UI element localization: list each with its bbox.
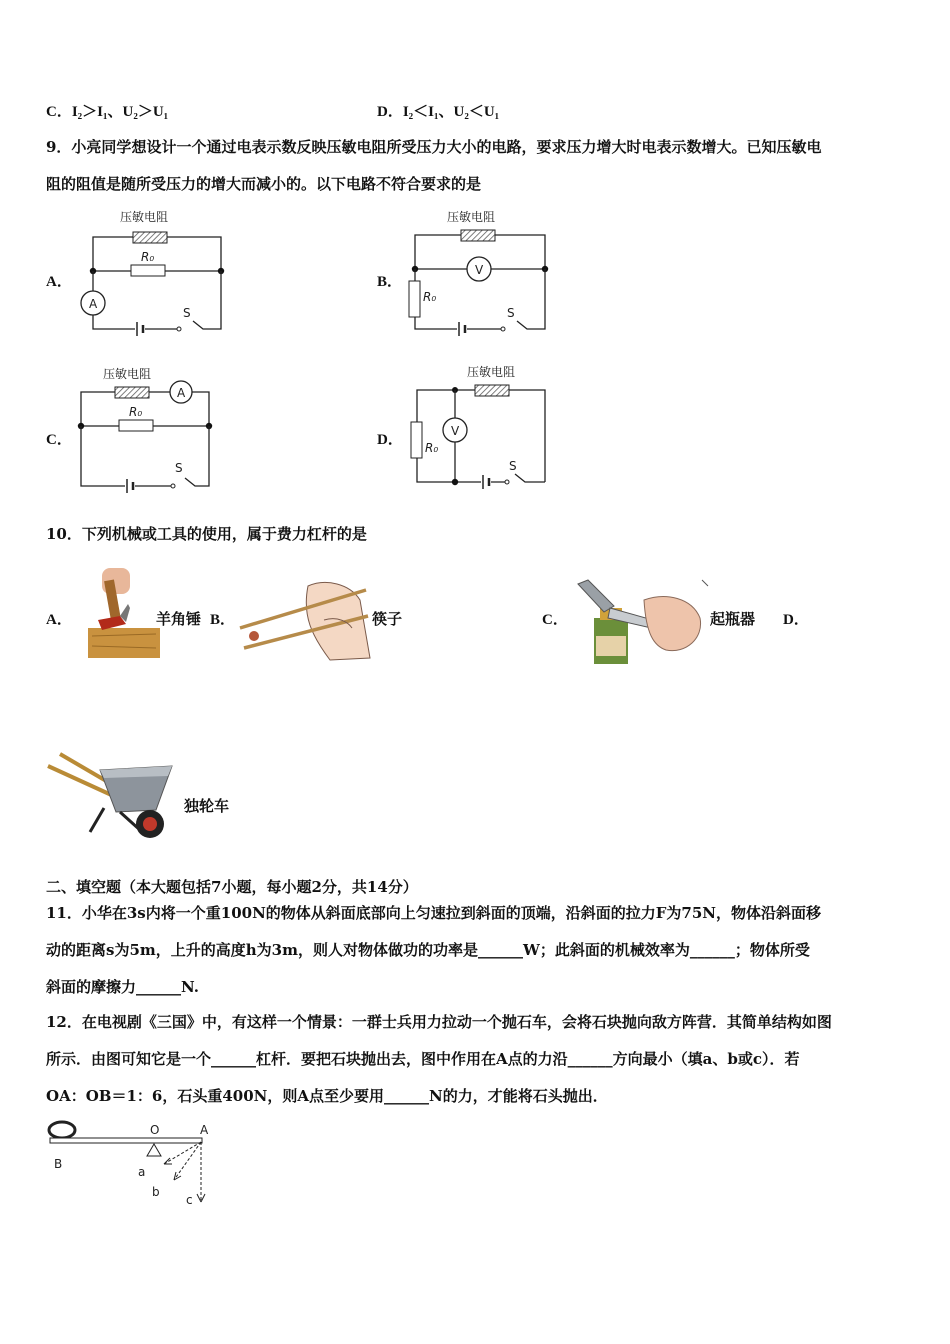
q10-name-b: 筷子 <box>372 610 403 628</box>
lever-label-a-dir: a <box>138 1165 146 1179</box>
q12-line2: 所示．由图可知它是一个______杠杆．要把石块抛出去，图中作用在A点的力沿______方向最小（填a、b或c）．若 <box>46 1050 800 1068</box>
circuit-c-switch: S <box>175 461 183 475</box>
q11-line1: 11．小华在3s内将一个重100N的物体从斜面底部向上匀速拉到斜面的顶端，沿斜面的拉力F为75N，物体沿斜面移 <box>46 904 822 922</box>
q11-line2: 动的距离s为5m，上升的高度h为3m，则人对物体做功的功率是______W；此斜面的机械效率为______；物体所受 <box>46 941 810 959</box>
q9-label-c: C． <box>46 432 72 448</box>
q9-label-b: B． <box>377 274 403 290</box>
wheelbarrow-image <box>46 752 176 844</box>
circuit-c-ammeter: A <box>177 386 186 400</box>
circuit-b-voltmeter: V <box>475 263 484 277</box>
circuit-c-r0: R₀ <box>129 405 143 419</box>
lever-label-c-dir: c <box>186 1193 193 1207</box>
q8-option-c: C．I₂＞I₁、U₂＞U₁ <box>46 104 169 120</box>
q10-name-a: 羊角锤 <box>156 610 202 628</box>
q12-line3: OA：OB＝1：6，石头重400N，则A点至少要用______N的力，才能将石头抛出． <box>46 1087 608 1105</box>
circuit-d-r0: R₀ <box>425 441 439 455</box>
section2-title: 二、填空题（本大题包括7小题，每小题2分，共14分） <box>46 878 418 896</box>
q10-label-c: C． <box>542 612 568 628</box>
bottle-opener-image <box>574 578 709 666</box>
circuit-b-r0: R₀ <box>423 290 437 304</box>
q9-label-a: A． <box>46 274 72 290</box>
lever-label-o: O <box>150 1123 160 1137</box>
circuit-d-diagram <box>405 362 565 492</box>
q12-line1: 12．在电视剧《三国》中，有这样一个情景：一群士兵用力拉动一个抛石车，会将石块抛向敌方阵营．其简单结构如图 <box>46 1013 832 1031</box>
q8-option-d: D．I₂＜I₁、U₂＜U₁ <box>377 104 500 120</box>
circuit-b-switch: S <box>507 306 515 320</box>
circuit-b-diagram <box>405 205 565 335</box>
chopsticks-image <box>238 576 373 662</box>
q10-name-d: 独轮车 <box>184 797 230 815</box>
circuit-a-r0: R₀ <box>141 250 155 264</box>
circuit-a-diagram <box>75 205 235 335</box>
circuit-b-resistor-label: 压敏电阻 <box>447 210 496 224</box>
circuit-a-resistor-label: 压敏电阻 <box>120 210 169 224</box>
q10-label-a: A． <box>46 612 72 628</box>
q10-label-b: B． <box>210 612 236 628</box>
circuit-c-resistor-label: 压敏电阻 <box>103 367 152 381</box>
q10-question: 10．下列机械或工具的使用，属于费力杠杆的是 <box>46 525 367 543</box>
circuit-d-switch: S <box>509 459 517 473</box>
circuit-a-ammeter: A <box>89 297 98 311</box>
circuit-c-diagram <box>75 362 235 492</box>
q9-question-line2: 阻的阻值是随所受压力的增大而减小的。以下电路不符合要求的是 <box>46 175 482 193</box>
lever-label-b: B <box>54 1157 63 1171</box>
q9-label-d: D． <box>377 432 403 448</box>
circuit-d-voltmeter: V <box>451 424 460 438</box>
lever-label-b-dir: b <box>152 1185 160 1199</box>
q9-question-line1: 9．小亮同学想设计一个通过电表示数反映压敏电阻所受压力大小的电路，要求压力增大时电表示数增大。已知压敏电 <box>46 138 822 156</box>
circuit-a-switch: S <box>183 306 191 320</box>
q11-line3: 斜面的摩擦力______N. <box>46 978 199 996</box>
lever-label-a: A <box>200 1123 209 1137</box>
q10-label-d: D． <box>783 612 809 628</box>
circuit-d-resistor-label: 压敏电阻 <box>467 365 516 379</box>
lever-figure <box>46 1118 226 1210</box>
q10-name-c: 起瓶器 <box>710 610 756 628</box>
hammer-image <box>82 560 162 662</box>
